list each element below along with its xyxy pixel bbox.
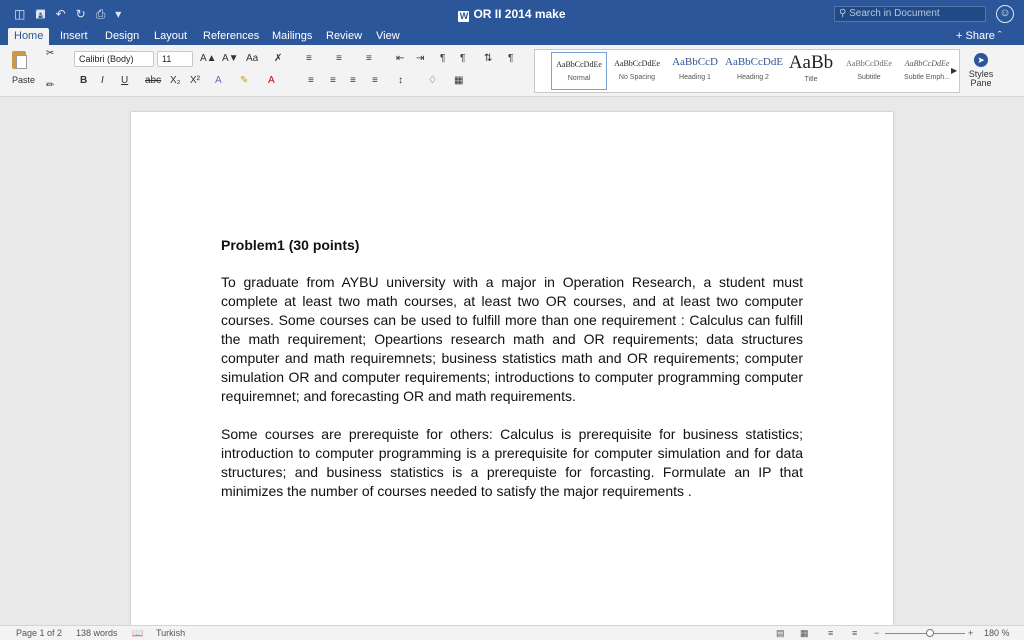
tab-view[interactable]: View <box>376 30 400 42</box>
document-body[interactable] <box>221 236 803 520</box>
styles-gallery <box>534 49 960 93</box>
styles-pane-button[interactable]: ➤ Styles Pane <box>968 55 994 88</box>
paste-icon[interactable] <box>12 51 26 69</box>
superscript-icon[interactable]: X² <box>190 75 200 86</box>
ribbon-tabs <box>0 28 1024 45</box>
rtl-icon[interactable]: ¶ <box>460 53 466 64</box>
proofing-icon[interactable]: 📖 <box>132 628 144 638</box>
tab-home[interactable]: Home <box>8 28 49 45</box>
web-layout-icon[interactable]: ▦ <box>800 628 809 638</box>
search-icon: ⚲ <box>839 8 847 19</box>
save-icon[interactable]: 🖪 <box>35 7 46 21</box>
italic-icon[interactable]: I <box>101 75 104 86</box>
subscript-icon[interactable]: X₂ <box>170 75 181 86</box>
align-right-icon[interactable]: ≡ <box>350 75 356 86</box>
bold-icon[interactable]: B <box>80 75 88 86</box>
zoom-in-icon[interactable]: + <box>968 628 974 638</box>
show-formatting-icon[interactable]: ¶ <box>508 53 514 64</box>
redo-icon[interactable]: ↻ <box>75 7 86 21</box>
title-bar <box>0 0 1024 28</box>
bullets-icon[interactable]: ≡ <box>306 53 312 64</box>
add-person-icon: + <box>956 30 963 42</box>
print-icon[interactable]: ⎙ <box>95 7 106 21</box>
status-bar <box>0 625 1024 640</box>
sort-icon[interactable]: ⇅ <box>484 53 493 64</box>
cut-icon[interactable]: ✂ <box>46 48 55 59</box>
font-color-icon[interactable]: A <box>268 75 275 86</box>
document-canvas[interactable] <box>0 97 1024 625</box>
decrease-indent-icon[interactable]: ⇤ <box>396 53 405 64</box>
underline-icon[interactable]: U <box>121 75 129 86</box>
ltr-icon[interactable]: ¶ <box>440 53 446 64</box>
align-left-icon[interactable]: ≡ <box>308 75 314 86</box>
word-doc-icon: W <box>459 11 469 21</box>
justify-icon[interactable]: ≡ <box>372 75 378 86</box>
zoom-out-icon[interactable]: − <box>874 628 880 638</box>
zoom-slider-handle[interactable] <box>926 629 934 637</box>
tab-design[interactable]: Design <box>105 30 140 42</box>
customize-icon[interactable]: ▾ <box>115 7 122 21</box>
draft-icon[interactable]: ≡ <box>852 628 858 638</box>
sidebar-icon[interactable]: ◫ <box>14 7 26 21</box>
print-layout-icon[interactable]: ▤ <box>776 628 785 638</box>
align-center-icon[interactable]: ≡ <box>330 75 336 86</box>
problem-heading: Problem1 (30 points) <box>221 237 360 253</box>
style-subtle-emphasis[interactable]: AaBbCcDdEe Subtle Emph... <box>904 59 950 81</box>
text-effects-icon[interactable]: A <box>215 75 222 86</box>
highlight-icon[interactable]: ✎ <box>240 75 249 86</box>
numbering-icon[interactable]: ≡ <box>336 53 342 64</box>
language[interactable]: Turkish <box>156 628 186 638</box>
zoom-slider[interactable] <box>885 633 965 634</box>
account-icon[interactable]: ☺ <box>996 5 1014 23</box>
paragraph-1: To graduate from AYBU university with a major in Operation Research, a student must complete at least two math courses, at least two OR courses, and at least two computer courses. Some courses can be used to fulfill more than one requirement : Calculus can fulfill the math requirement; Opeartions research math and OR requirements; data structures computer and math requiremnets; business statistics math and OR requirements; computer simulation OR and computer requirements; introductions to computer programming computer requiremnet; and forecasting OR and math requirements. <box>221 274 803 404</box>
tab-review[interactable]: Review <box>326 30 363 42</box>
font-size-select[interactable]: 11 <box>157 51 193 67</box>
document-page[interactable] <box>131 112 893 625</box>
page-count[interactable]: Page 1 of 2 <box>16 628 63 638</box>
styles-pane-icon: ➤ <box>974 53 988 67</box>
style-heading-2[interactable]: AaBbCcDdE Heading 2 <box>725 56 784 81</box>
strikethrough-icon[interactable]: abc <box>145 75 162 86</box>
grow-font-icon[interactable]: A▲ <box>200 53 217 64</box>
paste-button[interactable]: Paste <box>12 75 36 85</box>
multilevel-list-icon[interactable]: ≡ <box>366 53 372 64</box>
tab-references[interactable]: References <box>203 30 260 42</box>
font-name-select[interactable]: Calibri (Body) <box>74 51 154 67</box>
shrink-font-icon[interactable]: A▼ <box>222 53 239 64</box>
tab-insert[interactable]: Insert <box>60 30 88 42</box>
style-normal[interactable]: AaBbCcDdEe Normal <box>551 52 607 90</box>
tab-layout[interactable]: Layout <box>154 30 188 42</box>
change-case-icon[interactable]: Aa <box>246 53 259 64</box>
paragraph-2: Some courses are prerequiste for others: Calculus is prerequisite for business statistics; introduction to computer programming is a prerequisite for computer simulation and for data structures; and business statistics is a prerequiste for forcasting. Formulate an IP that minimizes the number of courses needed to satisfy the major requirements . <box>221 426 803 499</box>
tab-mailings[interactable]: Mailings <box>272 30 313 42</box>
outline-icon[interactable]: ≡ <box>828 628 834 638</box>
search-input[interactable]: ⚲ Search in Document <box>834 6 986 22</box>
borders-icon[interactable]: ▦ <box>454 75 464 86</box>
line-spacing-icon[interactable]: ↕ <box>398 75 403 86</box>
zoom-level[interactable]: 180 % <box>984 628 1010 638</box>
styles-more-icon[interactable]: ▶ <box>951 66 958 75</box>
document-title: W OR II 2014 make <box>459 7 566 21</box>
word-count[interactable]: 138 words <box>76 628 118 638</box>
undo-icon[interactable]: ↶ <box>55 7 66 21</box>
shading-icon[interactable]: ♢ <box>428 75 437 86</box>
ribbon-home <box>0 45 1024 97</box>
style-title[interactable]: AaBb Title <box>788 52 834 83</box>
format-painter-icon[interactable]: ✏ <box>46 80 55 91</box>
clear-formatting-icon[interactable]: ✗ <box>274 53 283 64</box>
style-heading-1[interactable]: AaBbCcD Heading 1 <box>672 56 718 81</box>
style-subtitle[interactable]: AaBbCcDdEe Subtitle <box>846 59 892 81</box>
collapse-ribbon-icon[interactable]: ˆ <box>997 30 1002 42</box>
share-button[interactable]: + Share ˆ <box>956 30 1002 42</box>
increase-indent-icon[interactable]: ⇥ <box>416 53 425 64</box>
style-no-spacing[interactable]: AaBbCcDdEe No Spacing <box>614 59 660 81</box>
